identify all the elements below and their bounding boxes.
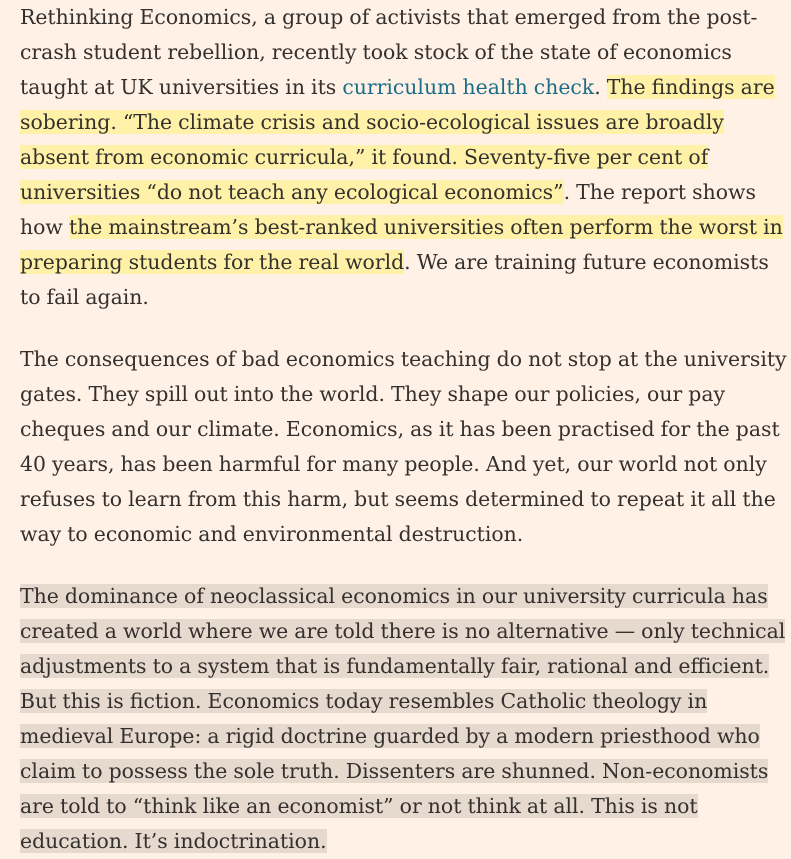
- paragraph-1-middle: . The report shows how: [20, 180, 756, 239]
- paragraph-1-after-link: .: [594, 75, 607, 99]
- highlight-best-ranked[interactable]: the mainstream’s best-ranked universities often perform the worst in preparing students for the real world: [20, 215, 783, 274]
- paragraph-3: [20, 579, 790, 859]
- highlight-findings[interactable]: The findings are sobering. “The climate crisis and socio-ecological issues are broadly absent from economic curricula,” it found. Seventy-five per cent of universities “do not teach any ecological economics”: [20, 75, 775, 204]
- curriculum-health-check-link[interactable]: curriculum health check: [342, 75, 595, 99]
- paragraph-2: The consequences of bad economics teaching do not stop at the university gates. They spill out into the world. They shape our policies, our pay cheques and our climate. Economics, as it has been practised for the past 40 years, has been harmful for many people. And yet, our world not only refuses to learn from this harm, but seems determined to repeat it all the way to economic and environmental destruction.: [20, 347, 787, 546]
- paragraph-1-intro: Rethinking Economics, a group of activists that emerged from the post-crash student rebellion, recently took stock of the state of economics taught at UK universities in its: [20, 5, 758, 99]
- article-body: [20, 0, 790, 859]
- paragraph-1-end: . We are training future economists to fail again.: [20, 250, 769, 309]
- paragraph-1: [20, 0, 790, 315]
- highlight-neoclassical-dominance[interactable]: The dominance of neoclassical economics in our university curricula has created a world where we are told there is no alternative — only technical adjustments to a system that is fundamentally fair, rational and efficient. But this is fiction. Economics today resembles Catholic theology in medieval Europe: a rigid doctrine guarded by a modern priesthood who claim to possess the sole truth. Dissenters are shunned. Non-economists are told to “think like an economist” or not think at all. This is not education. It’s indoctrination.: [20, 584, 786, 853]
